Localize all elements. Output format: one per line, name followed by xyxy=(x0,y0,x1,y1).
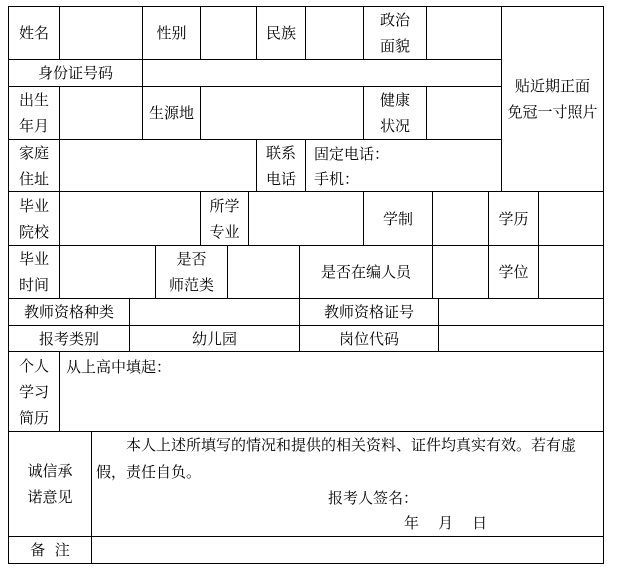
integrity-label-line1: 诚信承 xyxy=(27,462,73,480)
program-length-field[interactable] xyxy=(433,192,488,245)
major-label-line2: 专业 xyxy=(209,222,240,241)
cert-type-label: 教师资格种类 xyxy=(23,303,114,321)
address-field[interactable] xyxy=(60,140,256,191)
normal-student-field[interactable] xyxy=(228,246,299,298)
resume-label xyxy=(9,352,59,431)
grad-time-label-line2: 时间 xyxy=(18,276,49,294)
contact-label-line2: 电话 xyxy=(265,169,296,188)
contact-label xyxy=(257,140,305,191)
major-label-line1: 所学 xyxy=(209,196,240,215)
student-origin-field[interactable] xyxy=(201,87,363,139)
date-label: 年 月 日 xyxy=(404,514,488,532)
resume-hint: 从上高中填起： xyxy=(66,358,172,376)
normal-student-label-line2: 师范类 xyxy=(168,276,214,294)
cert-type-field[interactable] xyxy=(130,299,299,325)
student-origin-label: 生源地 xyxy=(148,104,194,122)
name-field[interactable] xyxy=(60,7,142,59)
degree-field[interactable] xyxy=(539,246,603,298)
major-label xyxy=(201,192,248,245)
degree-label: 学位 xyxy=(498,263,529,281)
integrity-label-line2: 诺意见 xyxy=(27,488,73,506)
health-label xyxy=(364,87,426,139)
position-code-label: 岗位代码 xyxy=(338,329,399,348)
grad-time-label xyxy=(9,246,59,298)
gender-field[interactable] xyxy=(201,7,256,59)
birth-label-line1: 出生 xyxy=(18,91,49,109)
address-label-line1: 家庭 xyxy=(18,143,49,162)
major-field[interactable] xyxy=(249,192,363,245)
political-status-label xyxy=(364,7,426,59)
ethnicity-field[interactable] xyxy=(306,7,363,59)
contact-label-line1: 联系 xyxy=(265,143,296,162)
health-field[interactable] xyxy=(427,87,501,139)
political-status-label-line2: 面貌 xyxy=(379,37,410,55)
integrity-label xyxy=(9,432,91,536)
political-status-field[interactable] xyxy=(427,7,501,59)
cert-number-field[interactable] xyxy=(439,299,603,325)
birth-label xyxy=(9,87,59,139)
school-field[interactable] xyxy=(60,192,200,245)
health-label-line2: 状况 xyxy=(379,117,410,135)
health-label-line1: 健康 xyxy=(379,91,410,109)
program-length-label: 学制 xyxy=(382,209,413,228)
id-number-label: 身份证号码 xyxy=(37,64,113,82)
name-label: 姓名 xyxy=(18,24,49,42)
position-code-field[interactable] xyxy=(439,326,603,351)
birth-label-line2: 年月 xyxy=(18,117,49,135)
school-label-line1: 毕业 xyxy=(18,196,49,215)
row-line xyxy=(8,563,604,564)
remarks-label: 备 注 xyxy=(30,541,70,559)
education-field[interactable] xyxy=(539,192,603,245)
photo-placeholder xyxy=(502,7,603,191)
resume-label-line3: 简历 xyxy=(18,408,49,427)
normal-student-label xyxy=(156,246,227,298)
mobile-label: 手机： xyxy=(314,170,360,188)
col-line xyxy=(603,6,604,564)
remarks-field[interactable] xyxy=(92,537,603,563)
id-number-field[interactable] xyxy=(143,60,501,86)
landline-label: 固定电话： xyxy=(314,145,390,163)
address-label-line2: 住址 xyxy=(18,169,49,188)
in-staff-field[interactable] xyxy=(433,246,488,298)
signature-label: 报考人签名： xyxy=(328,489,419,507)
address-label xyxy=(9,140,59,191)
grad-time-field[interactable] xyxy=(60,246,155,298)
exam-category-value: 幼儿园 xyxy=(191,329,237,348)
ethnicity-label: 民族 xyxy=(265,24,296,42)
political-status-label-line1: 政治 xyxy=(379,11,410,29)
col-line xyxy=(59,351,60,431)
col-line xyxy=(305,139,306,191)
school-label-line2: 院校 xyxy=(18,222,49,241)
photo-label-line1: 贴近期正面 xyxy=(514,77,590,95)
in-staff-label: 是否在编人员 xyxy=(320,263,411,281)
integrity-statement: 本人上述所填写的情况和提供的相关资料、证件均真实有效。若有虚假，责任自负。 xyxy=(96,436,577,481)
photo-label-line2: 免冠一寸照片 xyxy=(507,103,598,121)
birth-field[interactable] xyxy=(60,87,142,139)
education-label: 学历 xyxy=(498,209,529,228)
normal-student-label-line1: 是否 xyxy=(176,250,207,268)
grad-time-label-line1: 毕业 xyxy=(18,250,49,268)
exam-category-label: 报考类别 xyxy=(38,329,99,348)
gender-label: 性别 xyxy=(156,24,187,42)
resume-label-line2: 学习 xyxy=(18,382,49,401)
resume-label-line1: 个人 xyxy=(18,356,49,375)
cert-number-label: 教师资格证号 xyxy=(323,303,414,321)
school-label xyxy=(9,192,59,245)
